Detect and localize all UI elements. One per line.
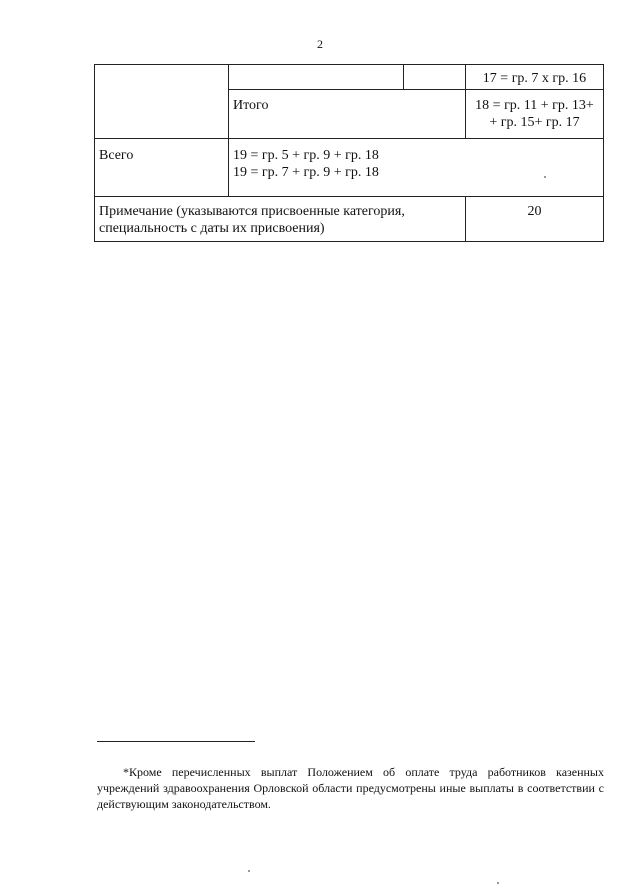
note-cell: [95, 197, 466, 242]
note-number-cell: 20: [466, 197, 604, 242]
scan-speck: [544, 176, 546, 178]
itogo-formula-line-1: 18 = гр. 11 + гр. 13+: [475, 98, 594, 113]
footnote-text: *Кроме перечисленных выплат Положением об оплате труда работников казенных учреждений здравоохранения Орловской области предусмотрены иные выплаты в соответствии с действующим законодательством.: [97, 765, 604, 811]
scan-speck: [497, 882, 499, 884]
table-cell-empty: [229, 65, 404, 90]
vsego-formula-line-1: 19 = гр. 5 + гр. 9 + гр. 18: [233, 148, 379, 163]
itogo-label: Итого: [229, 90, 466, 139]
table-row-formula-17: [95, 65, 604, 90]
note-line-1: Примечание (указываются присвоенные категория,: [99, 204, 405, 219]
note-line-2: специальность с даты их присвоения): [99, 221, 325, 236]
vsego-formula-line-2: 19 = гр. 7 + гр. 9 + гр. 18: [233, 165, 379, 180]
table-cell-empty-left: [95, 65, 229, 139]
scan-speck: [248, 870, 250, 872]
footnote-separator: [97, 741, 255, 742]
formula-17-cell: 17 = гр. 7 х гр. 16: [466, 65, 604, 90]
itogo-formula-line-2: + гр. 15+ гр. 17: [489, 115, 580, 130]
table-row-note: [95, 197, 604, 242]
page-number: 2: [317, 37, 323, 51]
table-cell-empty: [404, 65, 466, 90]
payroll-formula-table: [94, 64, 604, 242]
table-row-vsego: [95, 139, 604, 197]
itogo-formula-cell: [466, 90, 604, 139]
vsego-formula-cell: [229, 139, 604, 197]
vsego-label: Всего: [95, 139, 229, 197]
